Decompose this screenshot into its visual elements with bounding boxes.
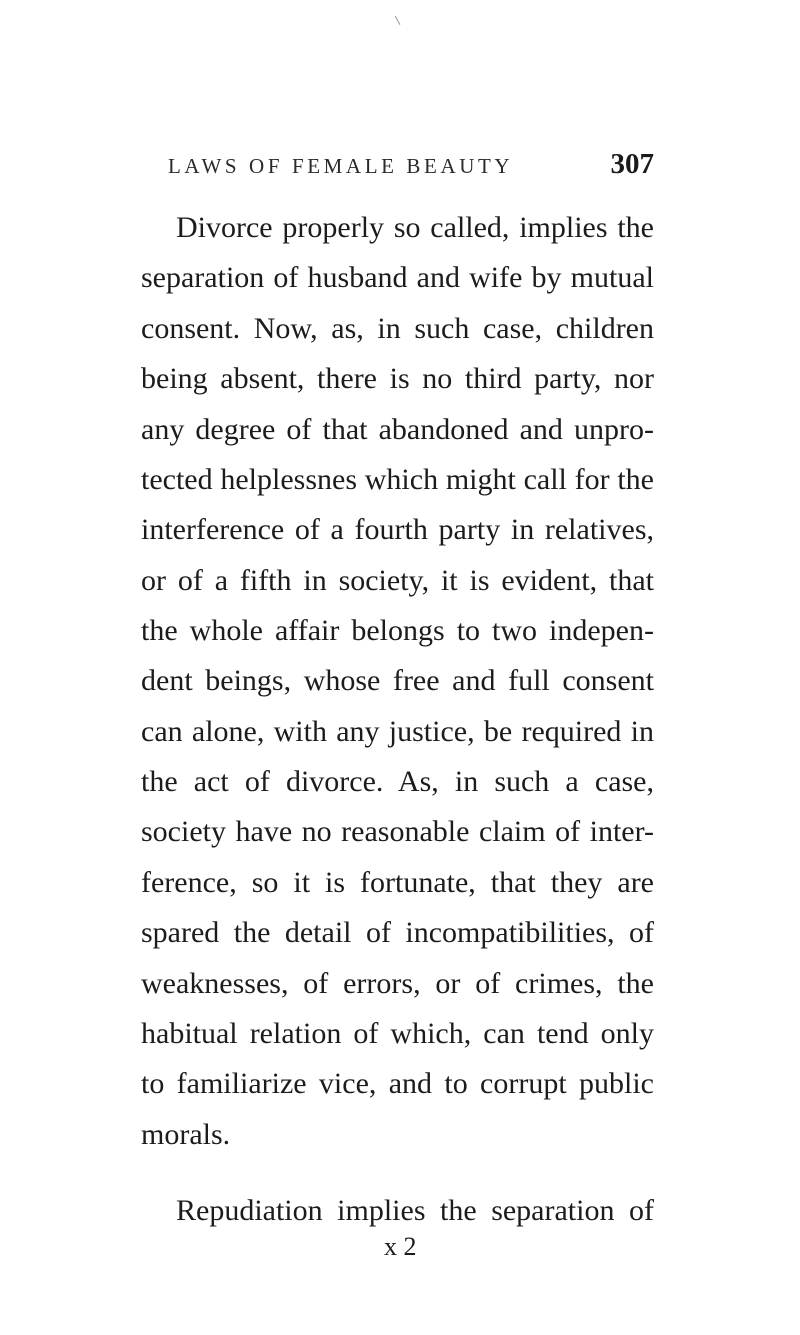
text-line: the act of divorce. As, in such a case, bbox=[141, 765, 654, 798]
scan-mark: \ bbox=[394, 13, 402, 30]
text-line: to familiarize vice, and to corrupt public bbox=[141, 1067, 654, 1100]
text-line: interference of a fourth party in relatives, bbox=[141, 513, 654, 546]
text-line: Divorce properly so called, implies the bbox=[176, 211, 654, 244]
text-line: society have no reasonable claim of inter- bbox=[141, 815, 654, 848]
page-number: 307 bbox=[610, 148, 654, 180]
text-line: weaknesses, of errors, or of crimes, the bbox=[141, 967, 654, 1000]
text-line: spared the detail of incompatibilities, of bbox=[141, 916, 654, 949]
text-line: ference, so it is fortunate, that they are bbox=[141, 866, 654, 899]
text-line: dent beings, whose free and full consent bbox=[141, 664, 654, 697]
text-line: tected helplessnes which might call for the bbox=[141, 463, 654, 496]
running-head: LAWS OF FEMALE BEAUTY bbox=[168, 154, 514, 178]
text-line: or of a fifth in society, it is evident, that bbox=[141, 564, 654, 597]
text-line: separation of husband and wife by mutual bbox=[141, 261, 654, 294]
text-line: morals. bbox=[141, 1118, 231, 1151]
text-line: the whole affair belongs to two indepen- bbox=[141, 614, 654, 647]
text-line: Repudiation implies the separation of bbox=[176, 1194, 654, 1227]
text-line: any degree of that abandoned and unpro- bbox=[141, 413, 654, 446]
signature-mark: x 2 bbox=[384, 1232, 417, 1261]
text-line: being absent, there is no third party, nor bbox=[141, 362, 654, 395]
text-line: habitual relation of which, can tend only bbox=[141, 1017, 654, 1050]
text-line: can alone, with any justice, be required in bbox=[141, 715, 654, 748]
text-line: consent. Now, as, in such case, children bbox=[141, 312, 654, 345]
page-header bbox=[168, 148, 654, 188]
